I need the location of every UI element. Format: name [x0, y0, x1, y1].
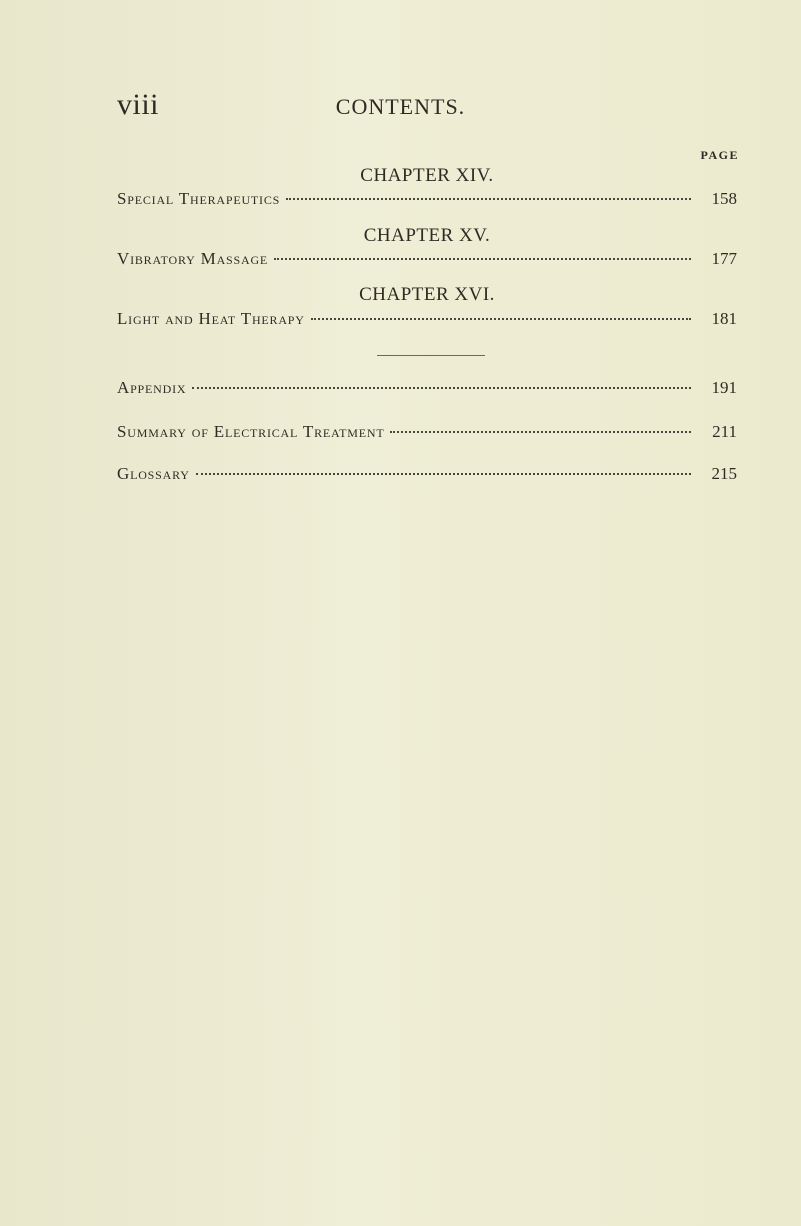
toc-entry-title: Glossary — [117, 464, 190, 483]
section-divider — [377, 355, 485, 356]
toc-entry-title: Appendix — [117, 378, 187, 397]
page-column-label: PAGE — [700, 148, 739, 162]
toc-entry-page: 215 — [711, 464, 737, 483]
toc-entry-light-and-heat-therapy[interactable] — [117, 309, 737, 329]
toc-entry-title: Summary of Electrical Treatment — [117, 422, 385, 441]
chapter-heading-xv: CHAPTER XV. — [363, 225, 491, 246]
dot-leader — [196, 473, 691, 475]
toc-entry-special-therapeutics[interactable] — [117, 189, 737, 209]
dot-leader — [390, 431, 691, 433]
toc-entry-page: 181 — [711, 309, 737, 328]
toc-entry-title: Light and Heat Therapy — [117, 309, 305, 328]
toc-entry-page: 191 — [711, 378, 737, 397]
toc-entry-page: 177 — [711, 249, 737, 268]
toc-entry-page: 158 — [711, 189, 737, 208]
chapter-heading-xiv: CHAPTER XIV. — [360, 165, 494, 186]
dot-leader — [286, 198, 691, 200]
chapter-heading-xvi: CHAPTER XVI. — [359, 284, 495, 305]
dot-leader — [192, 387, 691, 389]
running-head: CONTENTS. — [335, 94, 466, 119]
dot-leader — [274, 258, 691, 260]
toc-entry-title: Special Therapeutics — [117, 189, 281, 208]
toc-entry-title: Vibratory Massage — [117, 249, 269, 268]
dot-leader — [311, 318, 691, 320]
toc-entry-appendix[interactable] — [117, 378, 737, 398]
toc-entry-summary-of-electrical-treatment[interactable] — [117, 422, 737, 442]
page-number: viii — [117, 88, 160, 121]
toc-entry-vibratory-massage[interactable] — [117, 249, 737, 269]
toc-entry-glossary[interactable] — [117, 464, 737, 484]
toc-entry-page: 211 — [712, 422, 737, 441]
